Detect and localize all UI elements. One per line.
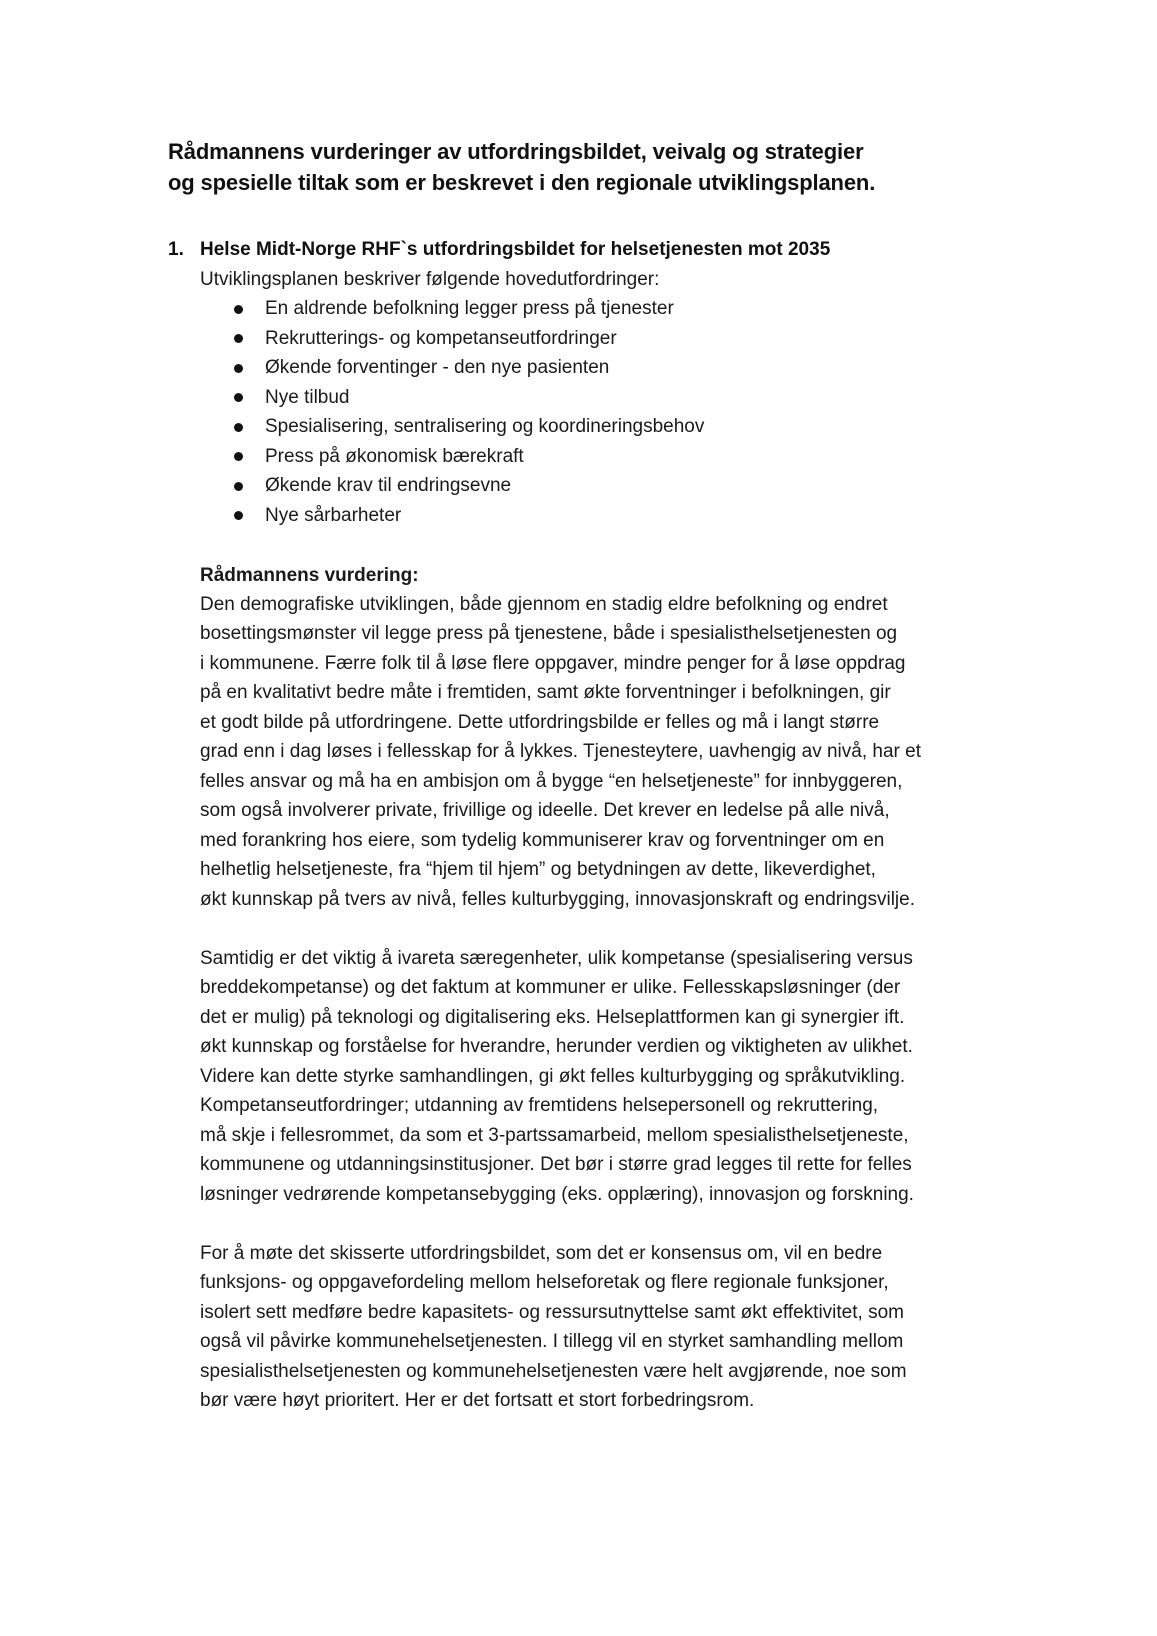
assessment-paragraph-2: Samtidig er det viktig å ivareta særegenheter, ulik kompetanse (spesialisering versus breddekompetanse) og det faktum at kommuner er ulike. Fellesskapsløsninger (der det er mulig) på teknologi og digitalisering eks. Helseplattformen kan gi synergier ift. økt kunnskap og forståelse for hverandre, herunder verdien og viktigheten av ulikhet. Videre kan dette styrke samhandlingen, gi økt felles kulturbygging og språkutvikling. Kompetanseutfordringer; utdanning av fremtidens helsepersonell og rekruttering, må skje i fellesrommet, da som et 3-partssamarbeid, mellom spesialisthelsetjeneste, kommunene og utdanningsinstitusjoner. Det bør i større grad legges til rette for felles løsninger vedrørende kompetansebygging (eks. opplæring), innovasjon og forskning. [200,947,914,1205]
bullet-icon [234,393,243,402]
list-item: Press på økonomisk bærekraft [234,442,1028,472]
list-item: Spesialisering, sentralisering og koordineringsbehov [234,413,1028,443]
bullet-icon [234,334,243,343]
challenge-list [234,295,1028,531]
list-item: Nye sårbarheter [234,501,1028,531]
bullet-icon [234,364,243,373]
section-intro: Utviklingsplanen beskriver følgende hovedutfordringer: [200,269,660,290]
list-item: Økende forventinger - den nye pasienten [234,354,1028,384]
list-item: Økende krav til endringsevne [234,472,1028,502]
section-heading-text: Helse Midt-Norge RHF`s utfordringsbildet for helsetjenesten mot 2035 [200,239,831,260]
bullet-icon [234,423,243,432]
document-title [168,136,875,198]
bullet-icon [234,511,243,520]
assessment-heading: Rådmannens vurdering: [200,564,419,586]
title-line: og spesielle tiltak som er beskrevet i den regionale utviklingsplanen. [168,170,876,195]
paragraph-gap [168,1209,1028,1239]
title-line: Rådmannens vurderinger av utfordringsbildet, veivalg og strategier [168,139,864,164]
section-1 [168,236,1028,1416]
assessment-paragraph-1: Den demografiske utviklingen, både gjennom en stadig eldre befolkning og endret bosettingsmønster vil legge press på tjenestene, både i spesialisthelsetjenesten og i kommunene. Færre folk til å løse flere oppgaver, mindre penger for å løse oppdrag på en kvalitativt bedre måte i fremtiden, samt økte forventninger i befolkningen, gir et godt bilde på utfordringene. Dette utfordringsbilde er felles og må i langt større grad enn i dag løses i fellesskap for å lykkes. Tjenesteytere, uavhengig av nivå, har et felles ansvar og må ha en ambisjon om å bygge “en helsetjeneste” for innbyggeren, som også involverer private, frivillige og ideelle. Det krever en ledelse på alle nivå, med forankring hos eiere, som tydelig kommuniserer krav og forventninger om en helhetlig helsetjeneste, fra “hjem til hjem” og betydningen av dette, likeverdighet, økt kunnskap på tvers av nivå, felles kulturbygging, innovasjonskraft og endringsvilje. [200,593,921,910]
paragraph-gap [168,914,1028,944]
section-heading [168,236,1028,264]
list-item: Nye tilbud [234,383,1028,413]
bullet-icon [234,452,243,461]
list-item: Rekrutterings- og kompetanseutfordringer [234,324,1028,354]
list-item: En aldrende befolkning legger press på tjenester [234,295,1028,325]
bullet-icon [234,305,243,314]
bullet-icon [234,482,243,491]
assessment-paragraph-3: For å møte det skisserte utfordringsbildet, som det er konsensus om, vil en bedre funksjons- og oppgavefordeling mellom helseforetak og flere regionale funksjoner, isolert sett medføre bedre kapasitets- og ressursutnyttelse samt økt effektivitet, som også vil påvirke kommunehelsetjenesten. I tillegg vil en styrket samhandling mellom spesialisthelsetjenesten og kommunehelsetjenesten være helt avgjørende, noe som bør være høyt prioritert. Her er det fortsatt et stort forbedringsrom. [200,1242,907,1411]
section-number: 1. [168,239,184,260]
